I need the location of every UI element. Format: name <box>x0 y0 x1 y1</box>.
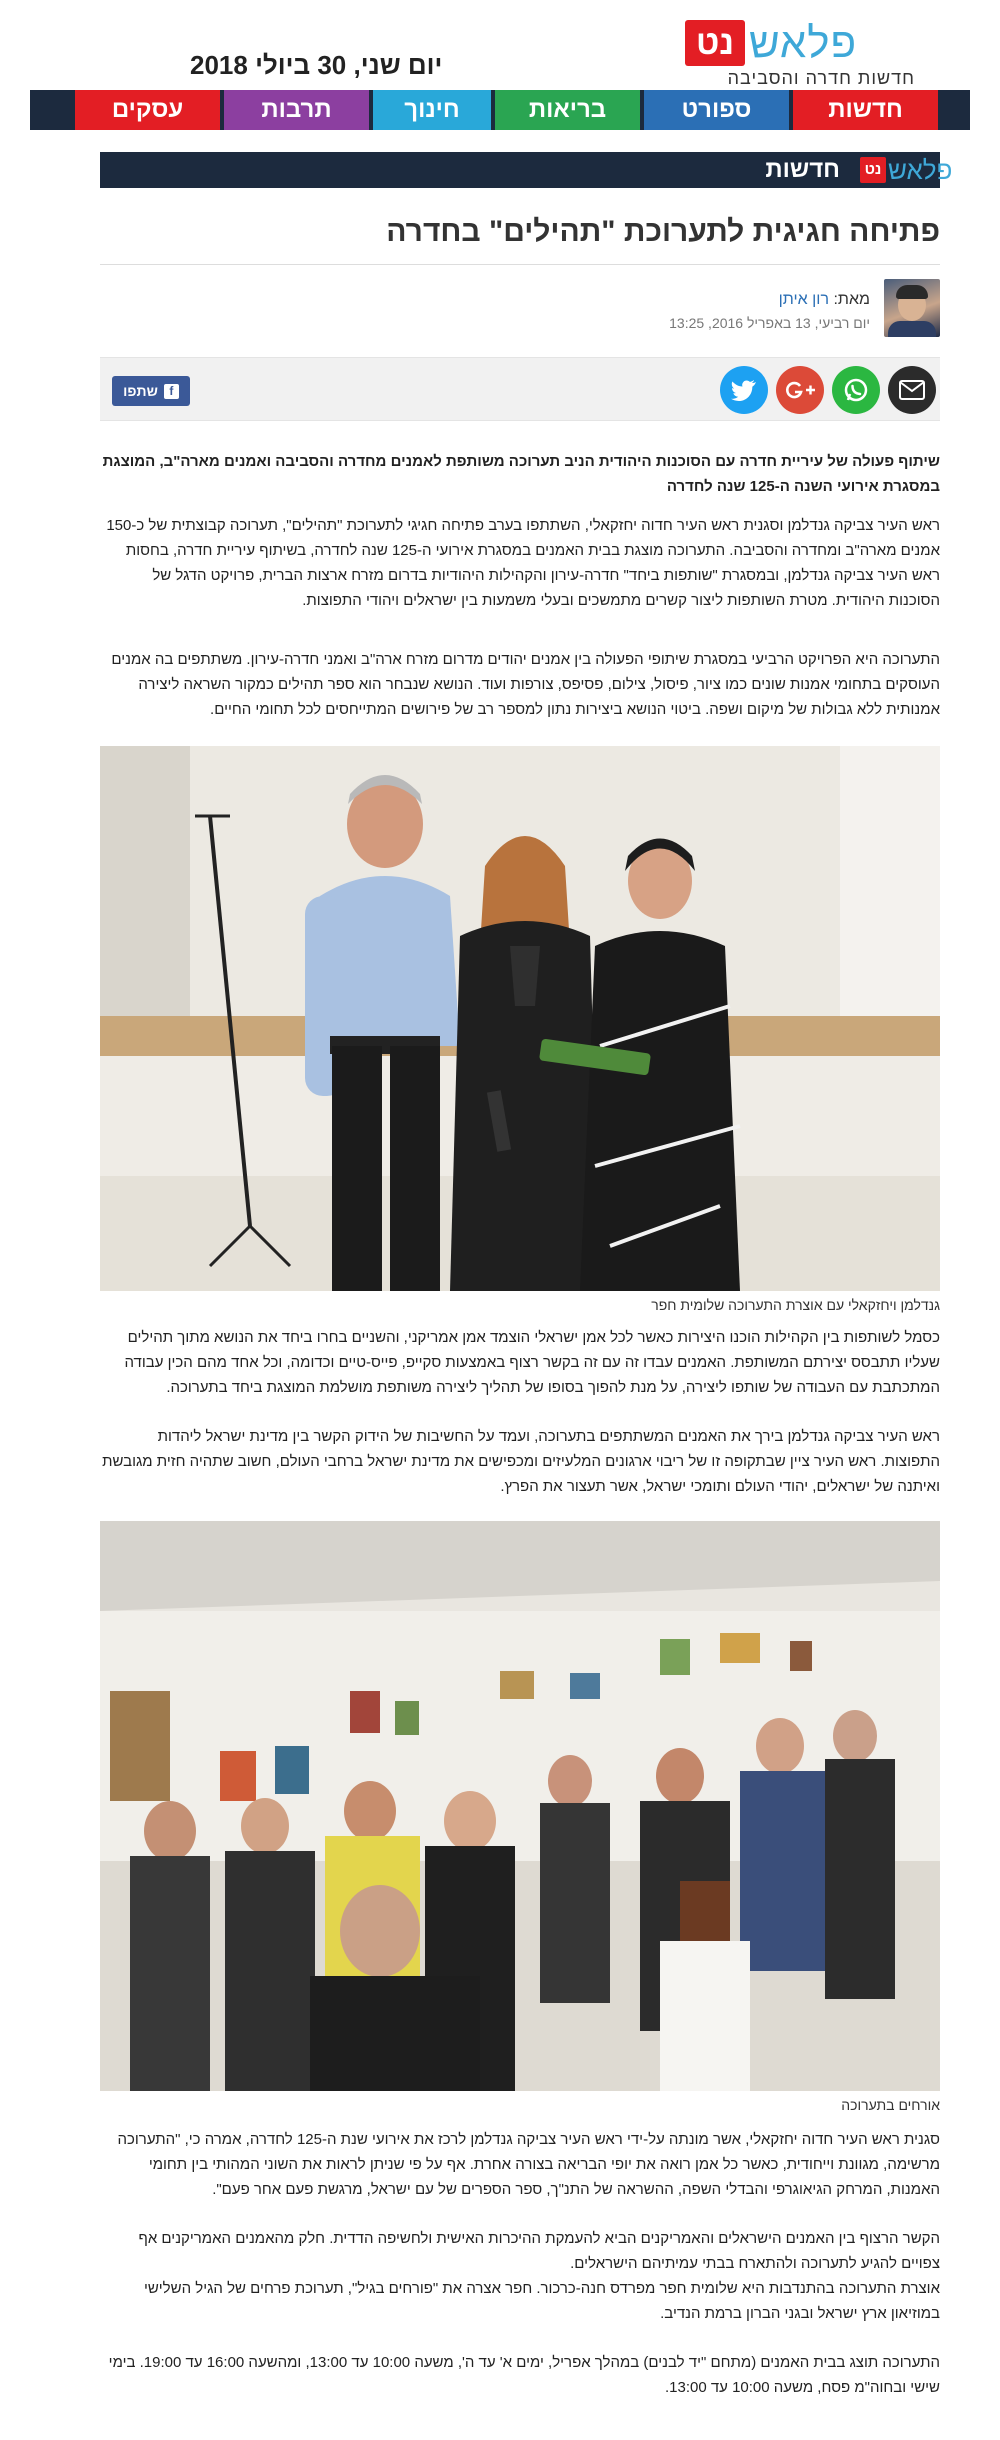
article-paragraph: סגנית ראש העיר חדוה יחזקאלי, אשר מונתה על-ידי ראש העיר צביקה גנדלמן לרכז את אירועי שנת ה-125 לחדרה, אמרה כי, "התערוכה מרשימה, מגוונת וייחודית, כאשר כל אמן רואה את יופי הבריאה בצורה אחרת. אף על פי שניתן לראות את השוני המהותי בין תחומי האמנות, המרחק הגיאוגרפי והבדלי השפה, ההשראה של התנ"ך, ספר הספרים של עם ישראל, מרגשת פעם אחר פעם". <box>117 2131 940 2198</box>
post-date: יום רביעי, 13 באפריל 2016, 13:25 <box>669 315 870 331</box>
author-avatar <box>884 279 940 337</box>
article-headline: פתיחה חגיגית לתערוכת "תהילים" בחדרה <box>100 200 940 265</box>
article-paragraph: אוצרת התערוכה בהתנדבות היא שלומית חפר מפרדס חנה-כרכור. חפר אצרה את "פורחים בגיל", תערוכת פרחים של הגיל השלישי במוזיאון ארץ ישראל ובגני הברון ברמת הנדיב. <box>143 2280 940 2322</box>
article-paragraph: התערוכה תוצג בבית האמנים (מתחם "יד לבנים) במהלך אפריל, ימים א' עד ה', משעה 10:00 עד 13:00, ומהשעה 16:00 עד 19:00. בימי שישי ובחוה"מ פסח, משעה 10:00 עד 13:00. <box>108 2354 940 2396</box>
section-banner <box>100 152 953 188</box>
email-share-button[interactable] <box>888 366 936 414</box>
byline <box>100 273 940 353</box>
article-photo-opening <box>100 746 940 1291</box>
facebook-share-button[interactable] <box>112 376 190 406</box>
current-date: יום שני, 30 ביולי 2018 <box>190 50 443 80</box>
banner-logo[interactable] <box>860 155 953 185</box>
logo-mark: נט <box>685 20 745 66</box>
nav-item-news[interactable]: חדשות <box>793 90 938 130</box>
envelope-icon <box>899 380 925 400</box>
article-photo-guests <box>100 1521 940 2091</box>
photo2-caption: אורחים בתערוכה <box>841 2097 940 2113</box>
site-header <box>0 0 1000 90</box>
facebook-share-label: שתפו <box>123 383 158 399</box>
author-name[interactable]: רון איתן <box>778 291 829 308</box>
nav-item-culture[interactable]: תרבות <box>224 90 369 130</box>
article-paragraph: ראש העיר צביקה גנדלמן בירך את האמנים המשתתפים בתערוכה, ועמד על החשיבות של הידוק הקשר בין מדינת ישראל ליהדות התפוצות. ראש העיר ציין שבתקופה זו של ריבוי ארגונים המלעיזים ומכפישים את מדינת ישראל ברחבי העולם, חשוב שתהיה חזית מגובשת ואיתנה של ישראלים, יהודי העולם ותומכי ישראל, אשר תעצור את הפרץ. <box>102 1428 940 1495</box>
article-paragraph: הקשר הרצוף בין האמנים הישראלים והאמריקנים הביא להעמקת ההיכרות האישית ולחשיפה הדדית. חלק מהאמנים האמריקנים אף צפויים להגיע לתערוכה ולהתארח בבתי עמיתיהם הישראלים. <box>138 2230 940 2272</box>
section-title: חדשות <box>765 156 840 183</box>
twitter-bird-icon <box>730 378 758 402</box>
article-lead: שיתוף פעולה של עיריית חדרה עם הסוכנות היהודית הניב תערוכה משותפת לאמנים מחדרה והסביבה ואמנים מארה"ב, המוצגת במסגרת אירועי השנה ה-125 שנה לחדרה <box>102 453 940 495</box>
article-paragraph: ראש העיר צביקה גנדלמן וסגנית ראש העיר חדוה יחזקאלי, השתתפו בערב פתיחה חגיגי לתערוכת "תהילים", תערוכה קבוצתית של כ-150 אמנים מארה"ב ומחדרה והסביבה. התערוכה מוצגת בבית האמנים במסגרת אירועי ה-125 שנה לחדרה, בשיתוף עיריית חדרה, בחסות ראש העיר צביקה גנדלמן, ובמסגרת "שותפות ביחד" חדרה-עירון והקהילות היהודיות בדרום מזרח ארצות הברית, פרויקט הדגל של הסוכנות היהודית. מטרת השותפות ליצור קשרים מתמשכים ובעלי משמעות בין ישראלים ויהודי התפוצות. <box>106 517 940 609</box>
logo-tagline: חדשות חדרה והסביבה <box>727 68 915 88</box>
googleplus-share-button[interactable] <box>776 366 824 414</box>
whatsapp-share-button[interactable] <box>832 366 880 414</box>
facebook-icon: f <box>164 384 179 399</box>
banner-logo-mark: נט <box>860 157 886 183</box>
author-prefix: מאת: <box>833 291 870 308</box>
logo-word: פלאש <box>749 19 858 66</box>
article-paragraph: כסמל לשותפות בין הקהילות הוכנו היצירות כאשר לכל אמן ישראלי הוצמד אמן אמריקני, והשניים בחרו ביחד את הנושא מתוך תהילים שעליו תתבסס יצירתם המשותפת. האמנים עבדו זה עם זה בקשר רצוף באמצעות סקייפ, פייס-טיים וכדומה, וכל אחד מהם הכין עבודה המתכתבת עם העבודה של שותפו ליצירה, על מנת להפוך בסופו של תהליך ליצירה משותפת מושלמת המוצגת ביחד בתערוכה. <box>124 1329 940 1396</box>
photo1-caption: גנדלמן ויחזקאלי עם אוצרת התערוכה שלומית חפר <box>651 1297 940 1313</box>
nav-item-sport[interactable]: ספורט <box>644 90 789 130</box>
nav-item-business[interactable]: עסקים <box>75 90 220 130</box>
share-bar <box>100 357 940 421</box>
nav-item-health[interactable]: בריאות <box>495 90 640 130</box>
opening-photo-illustration <box>100 746 940 1291</box>
guests-photo-illustration <box>100 1521 940 2091</box>
twitter-share-button[interactable] <box>720 366 768 414</box>
article-paragraph: התערוכה היא הפרויקט הרביעי במסגרת שיתופי הפעולה בין אמנים יהודים מדרום מזרח ארה"ב ואמני חדרה-עירון. משתתפים בה אמנים העוסקים בתחומי אמנות שונים כמו ציור, פיסול, צילום, פסיפס, צורפות ועוד. הנושא שנבחר הוא ספר תהילים כמקור השראה ליצירה אמנותית ללא גבולות של מיקום ושפה. ביטוי הנושא ביצירות נתון למספר רב של פירושים המתייחסים לכל תחומי החיים. <box>111 651 940 718</box>
whatsapp-icon <box>842 376 870 404</box>
site-logo[interactable] <box>685 14 915 88</box>
author-line <box>779 291 870 309</box>
googleplus-icon <box>784 379 816 401</box>
article <box>100 200 940 2400</box>
banner-logo-word: פלאש <box>888 155 953 185</box>
nav-item-education[interactable]: חינוך <box>373 90 491 130</box>
category-nav <box>30 90 970 130</box>
